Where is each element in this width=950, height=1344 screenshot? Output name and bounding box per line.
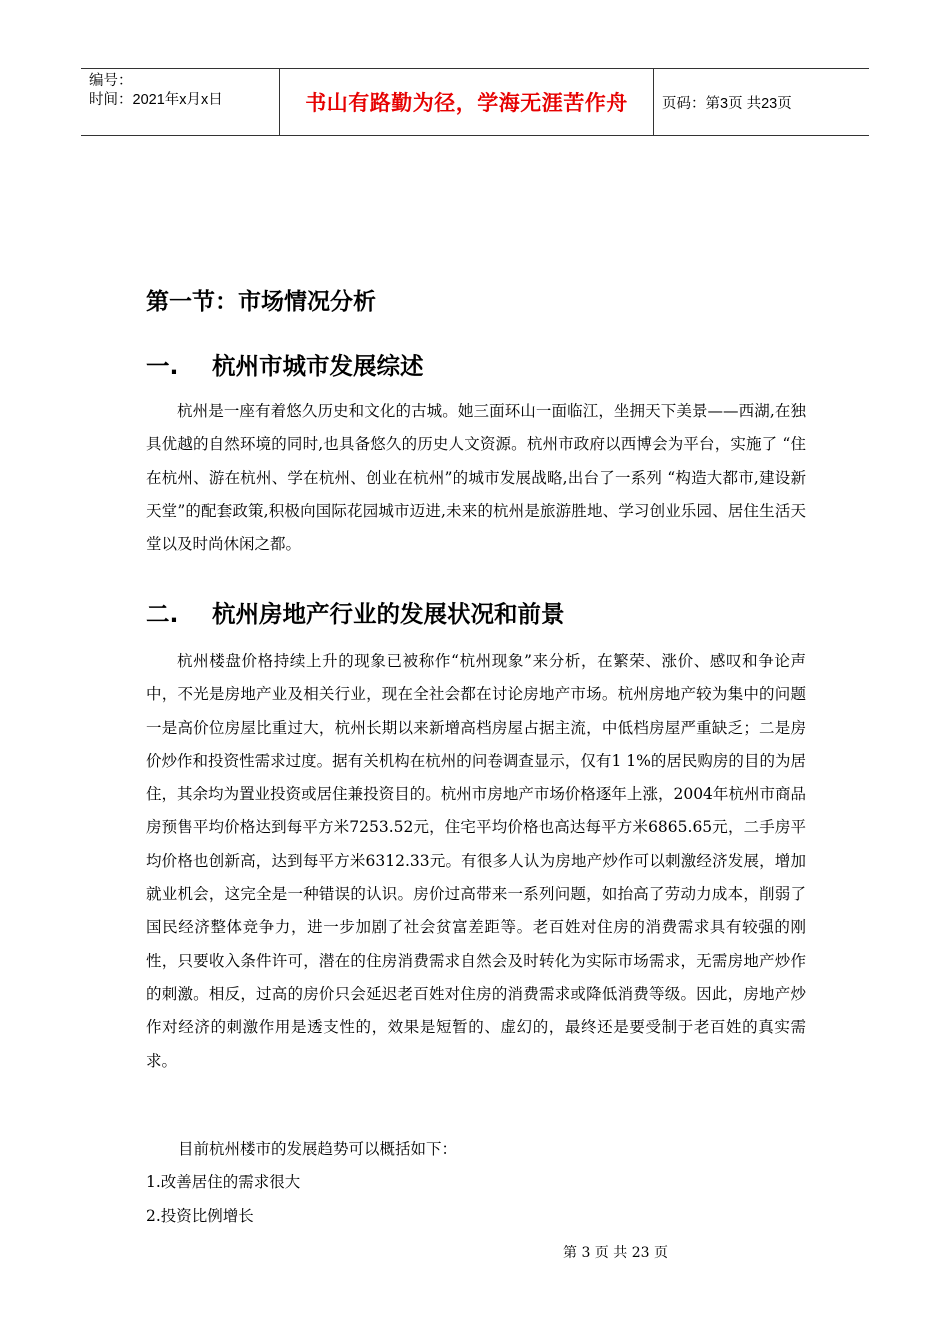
motto: 书山有路勤为径，学海无涯苦作舟 [305, 92, 628, 115]
subsection-1-heading [146, 347, 424, 381]
list-item: 2.投资比例增长 [146, 1207, 254, 1225]
subsection-1-number: 一. [146, 352, 179, 380]
date-label: 时间：2021年x月x日 [89, 92, 223, 108]
trend-intro: 目前杭州楼市的发展趋势可以概括如下： [178, 1140, 458, 1158]
number-label: 编号： [89, 73, 133, 89]
list-item: 1.改善居住的需求很大 [146, 1173, 301, 1191]
subsection-2-heading [146, 595, 565, 629]
header-meta [81, 69, 280, 135]
subsection-1-title: 杭州市城市发展综述 [212, 352, 424, 380]
header-page-code-cell [654, 69, 869, 135]
page-code: 页码：第3页 共23页 [662, 95, 792, 112]
header-motto-cell [280, 69, 654, 135]
subsection-1-body: 杭州是一座有着悠久历史和文化的古城。她三面环山一面临江，坐拥天下美景——西湖,在独具优越的自然环境的同时,也具备悠久的历史人文资源。杭州市政府以西博会为平台，实施了 “住在杭州、游在杭州、学在杭州、创业在杭州”的城市发展战略,出台了一系列 “构造大都市,建设新天堂”的配套政策,积极向国际花园城市迈进,未来的杭州是旅游胜地、学习创业乐园、居住生活天堂以及时尚休闲之都。 [146, 402, 806, 554]
page-header [81, 68, 869, 136]
subsection-2-number: 二. [146, 600, 179, 628]
subsection-2-body: 杭州楼盘价格持续上升的现象已被称作“杭州现象”来分析，在繁荣、涨价、感叹和争论声中，不光是房地产业及相关行业，现在全社会都在讨论房地产市场。杭州房地产较为集中的问题一是高价位房屋比重过大，杭州长期以来新增高档房屋占据主流，中低档房屋严重缺乏；二是房价炒作和投资性需求过度。据有关机构在杭州的问卷调查显示，仅有1 1%的居民购房的目的为居住，其余均为置业投资或居住兼投资目的。杭州市房地产市场价格逐年上涨，2004年杭州市商品房预售平均价格达到每平方米7253.52元，住宅平均价格也高达每平方米6865.65元，二手房平均价格也创新高，达到每平方米6312.33元。有很多人认为房地产炒作可以刺激经济发展，增加就业机会，这完全是一种错误的认识。房价过高带来一系列问题，如抬高了劳动力成本，削弱了国民经济整体竞争力，进一步加剧了社会贫富差距等。老百姓对住房的消费需求具有较强的刚性，只要收入条件许可，潜在的住房消费需求自然会及时转化为实际市场需求，无需房地产炒作的刺激。相反，过高的房价只会延迟老百姓对住房的消费需求或降低消费等级。因此，房地产炒作对经济的刺激作用是透支性的，效果是短暂的、虚幻的，最终还是要受制于老百姓的真实需求。 [146, 652, 806, 1070]
subsection-2-title: 杭州房地产行业的发展状况和前景 [212, 600, 565, 628]
page-footer: 第 3 页 共 23 页 [563, 1245, 668, 1261]
section-title: 第一节：市场情况分析 [146, 289, 376, 315]
